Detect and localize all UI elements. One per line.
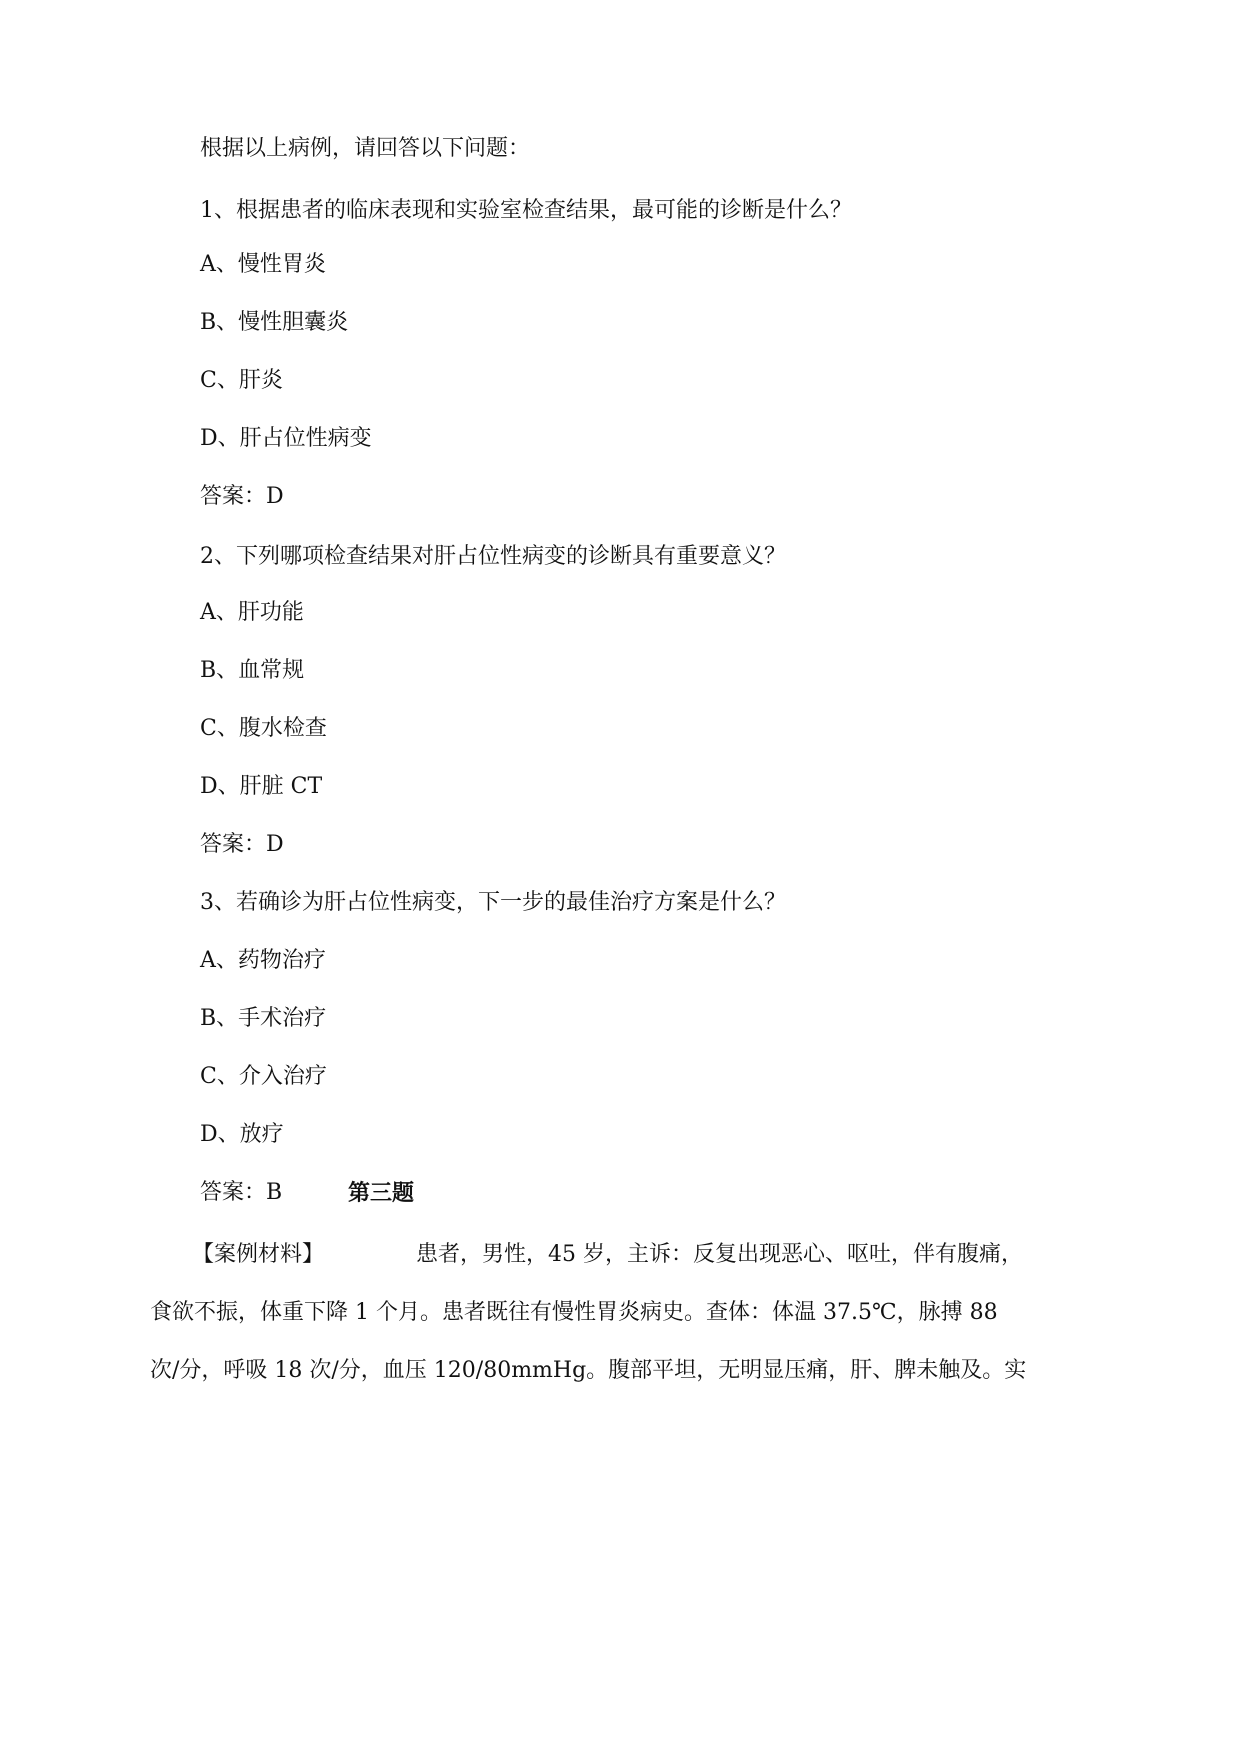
case-label: 【案例材料】 bbox=[192, 1242, 325, 1267]
question-1-option-c: C、肝炎 bbox=[200, 368, 283, 393]
question-2-answer: 答案：D bbox=[200, 832, 284, 857]
intro-text: 根据以上病例，请回答以下问题： bbox=[200, 136, 531, 161]
question-1-answer: 答案：D bbox=[200, 484, 284, 509]
case-text-line-3: 次/分，呼吸 18 次/分，血压 120/80mmHg。腹部平坦，无明显压痛，肝、脾未触及。实 bbox=[150, 1358, 1027, 1383]
question-3-option-a: A、药物治疗 bbox=[200, 948, 326, 973]
question-1-option-d: D、肝占位性病变 bbox=[200, 426, 372, 451]
question-2-option-a: A、肝功能 bbox=[200, 600, 304, 625]
section-title: 第三题 bbox=[348, 1180, 415, 1206]
question-3-option-b: B、手术治疗 bbox=[200, 1006, 327, 1031]
question-1-option-b: B、慢性胆囊炎 bbox=[200, 310, 349, 335]
case-text-line-2: 食欲不振，体重下降 1 个月。患者既往有慢性胃炎病史。查体：体温 37.5℃，脉搏 88 bbox=[150, 1300, 998, 1325]
question-2-option-c: C、腹水检查 bbox=[200, 716, 327, 741]
question-3-stem: 3、若确诊为肝占位性病变，下一步的最佳治疗方案是什么？ bbox=[200, 890, 786, 915]
question-3-option-c: C、介入治疗 bbox=[200, 1064, 327, 1089]
question-3-answer: 答案：B bbox=[200, 1180, 283, 1205]
question-3-option-d: D、放疗 bbox=[200, 1122, 284, 1147]
question-2-option-b: B、血常规 bbox=[200, 658, 305, 683]
question-1-stem: 1、根据患者的临床表现和实验室检查结果，最可能的诊断是什么？ bbox=[200, 198, 852, 223]
question-2-option-d: D、肝脏 CT bbox=[200, 774, 323, 799]
question-1-option-a: A、慢性胃炎 bbox=[200, 252, 326, 277]
question-2-stem: 2、下列哪项检查结果对肝占位性病变的诊断具有重要意义？ bbox=[200, 544, 786, 569]
case-text-line-1: 患者，男性，45 岁，主诉：反复出现恶心、呕吐，伴有腹痛， bbox=[416, 1242, 1023, 1267]
